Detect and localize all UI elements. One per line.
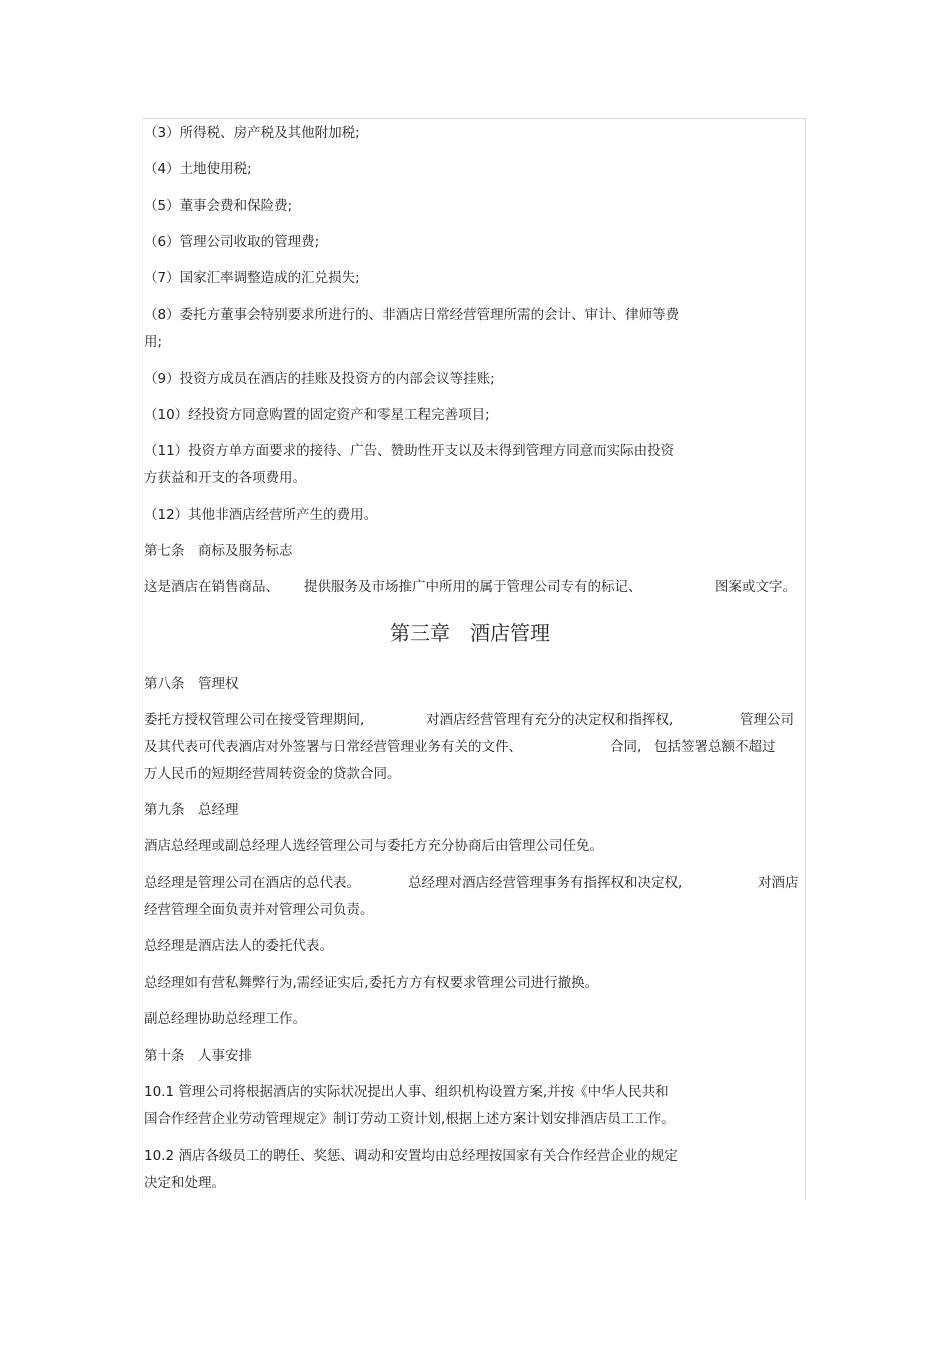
item-6: （6）管理公司收取的管理费; — [144, 234, 320, 250]
article-8-line2 — [144, 738, 804, 756]
item-10: （10）经投资方同意购置的固定资产和零星工程完善项目; — [144, 407, 490, 423]
article-9-para1: 酒店总经理或副总经理人选经管理公司与委托方充分协商后由管理公司任免。 — [144, 838, 603, 854]
article-10-2-line1: 10.2 酒店各级员工的聘任、奖惩、调动和安置均由总经理按国家有关合作经营企业的规定 — [144, 1148, 678, 1164]
article-8-line1 — [144, 711, 804, 729]
article-9-para3: 总经理是酒店法人的委托代表。 — [144, 938, 333, 954]
article-10-1-line2: 国合作经营企业劳动管理规定》制订劳动工资计划,根据上述方案计划安排酒店员工工作。 — [144, 1111, 675, 1127]
item-11-line1: （11）投资方单方面要求的接待、广告、赞助性开支以及未得到管理方同意而实际由投资 — [144, 443, 675, 459]
article-9-heading: 第九条 总经理 — [144, 802, 239, 818]
item-7: （7）国家汇率调整造成的汇兑损失; — [144, 270, 360, 286]
chapter-3-title: 第三章 酒店管理 — [390, 621, 550, 645]
article-9-text-a: 总经理是管理公司在酒店的总代表。 — [144, 875, 360, 891]
item-9: （9）投资方成员在酒店的挂账及投资方的内部会议等挂账; — [144, 371, 495, 387]
article-8-text-a: 委托方授权管理公司在接受管理期间, — [144, 712, 365, 728]
article-8-heading: 第八条 管理权 — [144, 676, 239, 692]
article-8-text-f: 包括签署总额不超过 — [654, 739, 776, 755]
article-9-text-c: 对酒店 — [758, 875, 799, 891]
article-7-paragraph — [144, 578, 804, 596]
item-12: （12）其他非酒店经营所产生的费用。 — [144, 507, 378, 523]
article-8-text-c: 管理公司 — [740, 712, 794, 728]
article-10-heading: 第十条 人事安排 — [144, 1048, 252, 1064]
article-7-text-b: 提供服务及市场推广中所用的属于管理公司专有的标记、 — [304, 579, 642, 595]
article-8-text-b: 对酒店经营管理有充分的决定权和指挥权, — [426, 712, 674, 728]
article-10-1-line1: 10.1 管理公司将根据酒店的实际状况提出人事、组织机构设置方案,并按《中华人民共和 — [144, 1084, 669, 1100]
article-7-text-c: 图案或文字。 — [715, 579, 796, 595]
article-7-text-a: 这是酒店在销售商品、 — [144, 579, 279, 595]
item-11-line2: 方获益和开支的各项费用。 — [144, 470, 306, 486]
item-5: （5）董事会费和保险费; — [144, 198, 293, 214]
article-9-para4: 总经理如有营私舞弊行为,需经证实后,委托方方有权要求管理公司进行撤换。 — [144, 975, 599, 991]
item-8-line1: （8）委托方董事会特别要求所进行的、非酒店日常经营管理所需的会计、审计、律师等费 — [144, 307, 680, 323]
article-9-text-b: 总经理对酒店经营管理事务有指挥权和决定权, — [408, 875, 683, 891]
article-10-2-line2: 决定和处理。 — [144, 1175, 225, 1191]
item-3: （3）所得税、房产税及其他附加税; — [144, 125, 360, 141]
article-9-para2-line1 — [144, 874, 804, 892]
article-8-line3: 万人民币的短期经营周转资金的贷款合同。 — [144, 766, 401, 782]
item-4: （4）土地使用税; — [144, 161, 252, 177]
article-8-text-e: 合同, — [610, 739, 642, 755]
article-9-para5: 副总经理协助总经理工作。 — [144, 1011, 306, 1027]
article-7-heading: 第七条 商标及服务标志 — [144, 543, 293, 559]
article-8-text-d: 及其代表可代表酒店对外签署与日常经营管理业务有关的文件、 — [144, 739, 522, 755]
item-8-line2: 用; — [144, 334, 163, 350]
article-9-para2-line2: 经营管理全面负责并对管理公司负责。 — [144, 902, 374, 918]
